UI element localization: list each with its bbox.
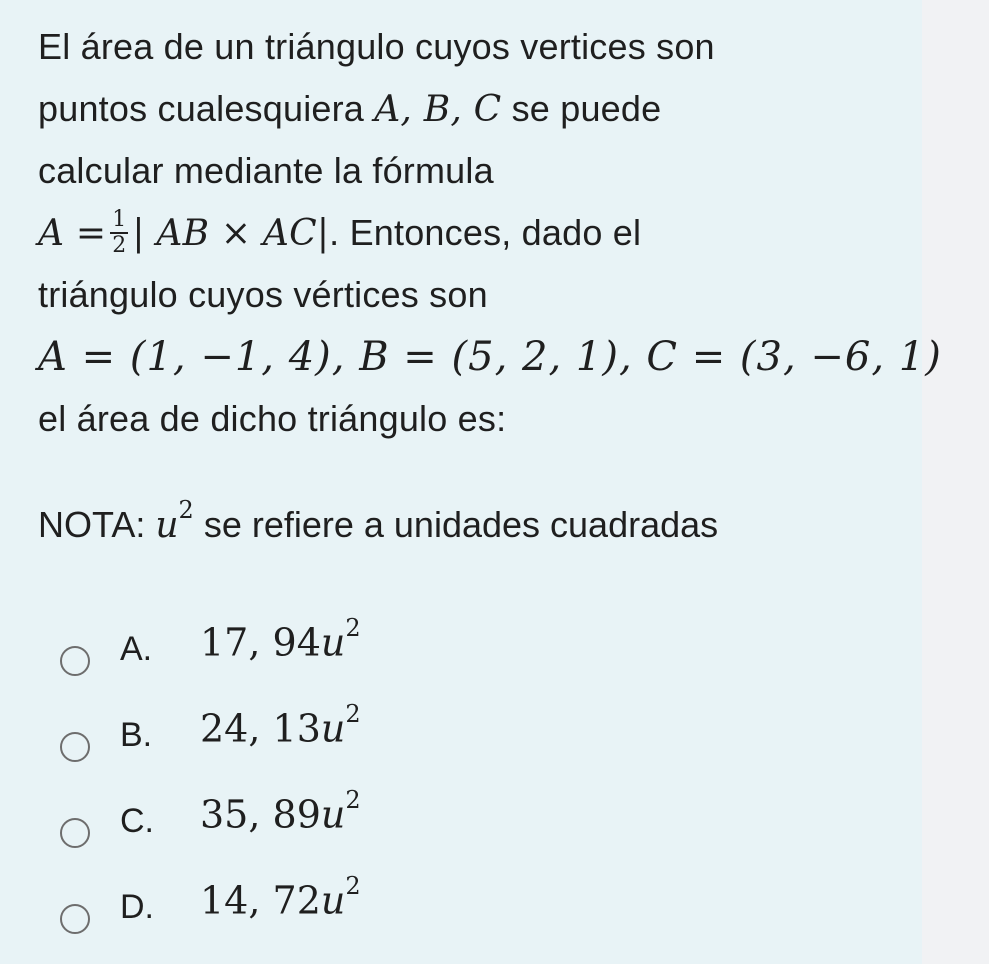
question-line-1: El área de un triángulo cuyos vertices son (38, 26, 715, 67)
question-line-3: calcular mediante la fórmula (38, 150, 494, 191)
formula-fraction (110, 208, 128, 258)
option-unit-exp: 2 (345, 614, 361, 642)
radio-button-c[interactable] (60, 818, 90, 848)
note-prefix: NOTA: (38, 504, 156, 545)
option-unit: u (320, 878, 346, 923)
answer-options (60, 610, 361, 954)
question-line-5: triángulo cuyos vértices son (38, 274, 488, 315)
option-value (200, 786, 361, 837)
option-value (200, 872, 361, 923)
formula-lhs: A = (38, 213, 107, 254)
question-line-4-suffix: . Entonces, dado el (329, 212, 642, 253)
radio-button-a[interactable] (60, 646, 90, 676)
option-unit-exp: 2 (345, 786, 361, 814)
option-letter: B. (120, 716, 153, 754)
question-line-4 (38, 202, 978, 264)
option-unit: u (320, 706, 346, 751)
option-a[interactable] (60, 610, 361, 696)
option-letter: D. (120, 888, 154, 926)
note-unit-exp: 2 (178, 496, 194, 524)
option-number: 35, 89 (200, 792, 321, 837)
option-b[interactable] (60, 696, 361, 782)
radio-button-b[interactable] (60, 732, 90, 762)
formula-numerator: 1 (112, 207, 127, 233)
question-line-2-suffix: se puede (501, 88, 662, 129)
option-unit: u (320, 792, 346, 837)
question-line-2 (38, 78, 978, 140)
option-value (200, 700, 361, 751)
vertices-coordinates: A = (1, −1, 4), B = (5, 2, 1), C = (3, −6, 1) (38, 334, 942, 380)
option-letter: C. (120, 802, 154, 840)
option-c[interactable] (60, 782, 361, 868)
option-letter: A. (120, 630, 153, 668)
formula-rhs: | AB × AC| (132, 213, 330, 254)
question-line-2-prefix: puntos cualesquiera (38, 88, 375, 129)
option-number: 24, 13 (200, 706, 321, 751)
radio-button-d[interactable] (60, 904, 90, 934)
points-abc: A, B, C (374, 89, 502, 130)
note-text (38, 486, 718, 556)
option-number: 14, 72 (200, 878, 321, 923)
option-unit-exp: 2 (345, 700, 361, 728)
question-line-7: el área de dicho triángulo es: (38, 398, 507, 439)
option-number: 17, 94 (200, 620, 321, 665)
question-text (38, 16, 978, 450)
option-value (200, 614, 361, 665)
option-unit: u (320, 620, 346, 665)
option-d[interactable] (60, 868, 361, 954)
option-unit-exp: 2 (345, 872, 361, 900)
note-suffix: se refiere a unidades cuadradas (193, 504, 719, 545)
note-unit-var: u (155, 505, 179, 546)
formula-denominator: 2 (112, 233, 127, 259)
